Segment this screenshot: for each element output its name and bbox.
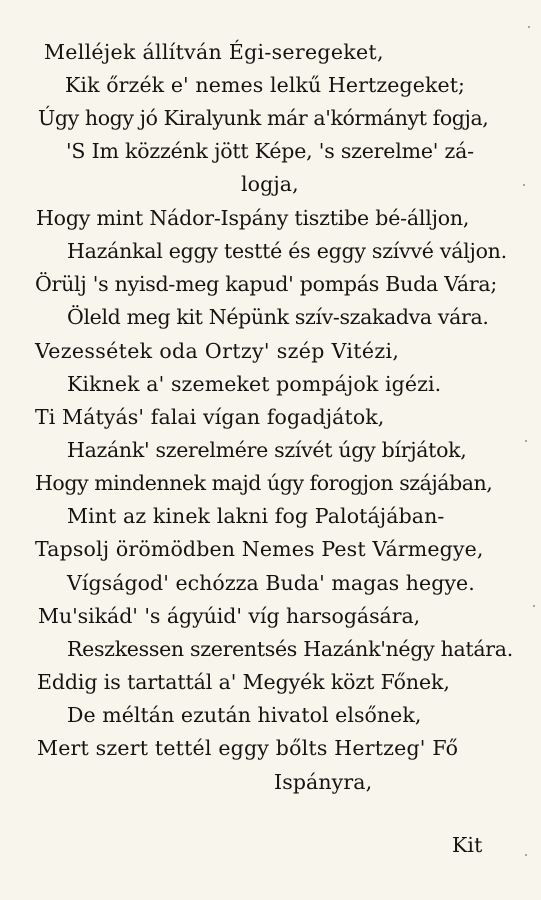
poem-line-21: De méltán ezután hivatol elsőnek, [67,703,422,727]
poem-line-10: Vezessétek oda Ortzy' szép Vitézi, [35,339,400,363]
poem-line-3: Úgy hogy jó Kiralyunk már a'kórmányt fogja, [38,106,489,130]
page-speck [528,26,530,28]
page-speck [525,854,527,856]
poem-line-1: Melléjek állítván Égi-seregeket, [44,40,384,64]
page-speck [533,605,535,607]
poem-line-18: Mu'sikád' 's ágyúid' víg harsogására, [38,604,421,628]
poem-line-15: Mint az kinek lakni fog Palotájában- [67,504,445,528]
poem-line-16: Tapsolj örömödben Nemes Pest Vármegye, [35,537,484,561]
poem-line-12: Ti Mátyás' falai vígan fogadjátok, [35,405,385,429]
poem-line-11: Kiknek a' szemeket pompájok igézi. [67,372,442,396]
page-speck [523,184,525,186]
poem-line-22: Mert szert tettél eggy bőlts Hertzeg' Fő [37,736,459,760]
poem-line-13: Hazánk' szerelmére szívét úgy bírjátok, [67,438,467,462]
poem-line-19: Reszkessen szerentsés Hazánk'négy határa. [67,637,513,661]
page-speck [525,440,527,442]
poem-line-17: Vígságod' echózza Buda' magas hegye. [67,571,475,595]
poem-line-23: Ispányra, [274,770,373,794]
poem-line-7: Hazánkal eggy testté és eggy szívvé váljon. [67,239,507,263]
poem-line-8: Örülj 's nyisd-meg kapud' pompás Buda Vára; [35,272,498,296]
poem-line-14: Hogy mindennek majd úgy forogjon szájában, [35,471,493,495]
poem-line-20: Eddig is tartattál a' Megyék közt Főnek, [37,670,450,694]
poem-line-9: Öleld meg kit Népünk szív-szakadva vára. [67,305,489,329]
poem-line-2: Kik őrzék e' nemes lelkű Hertzegeket; [65,73,466,97]
poem-line-4: 'S Im közzénk jött Képe, 's szerelme' zá- [66,139,474,163]
poem-line-6: Hogy mint Nádor-Ispány tisztibe bé-álljon, [36,206,470,230]
poem-line-5: logja, [241,172,299,196]
catchword: Kit [452,833,483,857]
